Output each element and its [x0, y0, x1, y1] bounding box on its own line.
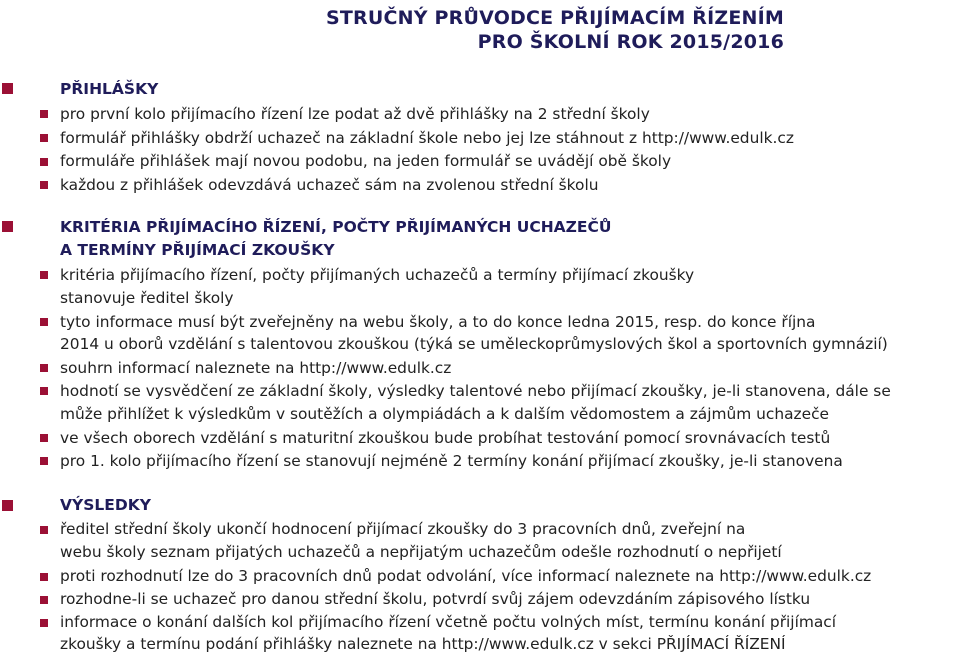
bullet-icon: [40, 526, 48, 534]
section-heading-prihlasky: PŘIHLÁŠKY: [60, 80, 159, 98]
bullet-icon: [40, 181, 48, 189]
section-heading-kriteria-line-1: KRITÉRIA PŘIJÍMACÍHO ŘÍZENÍ, POČTY PŘIJÍMANÝCH UCHAZEČŮ: [60, 218, 612, 236]
list-item-line: ředitel střední školy ukončí hodnocení přijímací zkoušky do 3 pracovních dnů, zveřejní na: [60, 520, 746, 538]
bullet-icon: [40, 271, 48, 279]
section-bullet-icon: [2, 83, 13, 94]
list-item-line: stanovuje ředitel školy: [60, 289, 234, 307]
list-item: formuláře přihlášek mají novou podobu, na jeden formulář se uvádějí obě školy: [60, 152, 672, 170]
list-item-line: informace o konání dalších kol přijímacího řízení včetně počtu volných míst, termínu konání přijímací: [60, 613, 837, 631]
list-item: formulář přihlášky obdrží uchazeč na základní škole nebo jej lze stáhnout z http://www.edulk.cz: [60, 129, 794, 147]
list-item: proti rozhodnutí lze do 3 pracovních dnů podat odvolání, více informací naleznete na http://www.edulk.cz: [60, 567, 872, 585]
list-item-line: kritéria přijímacího řízení, počty přijímaných uchazečů a termíny přijímací zkoušky: [60, 266, 695, 284]
list-item: rozhodne-li se uchazeč pro danou střední školu, potvrdí svůj zájem odevzdáním zápisového lístku: [60, 590, 811, 608]
list-item-line: tyto informace musí být zveřejněny na webu školy, a to do konce ledna 2015, resp. do konce října: [60, 313, 816, 331]
bullet-icon: [40, 596, 48, 604]
title-line-2: PRO ŠKOLNÍ ROK 2015/2016: [477, 31, 784, 53]
bullet-icon: [40, 573, 48, 581]
list-item: ve všech oborech vzdělání s maturitní zkouškou bude probíhat testování pomocí srovnávacích testů: [60, 429, 831, 447]
bullet-icon: [40, 387, 48, 395]
document-title: [326, 6, 784, 54]
bullet-icon: [40, 110, 48, 118]
list-item-line: může přihlížet k výsledkům v soutěžích a olympiádách a k dalším vědomostem a zájmům uchazeče: [60, 405, 830, 423]
list-item: pro první kolo přijímacího řízení lze podat až dvě přihlášky na 2 střední školy: [60, 105, 650, 123]
section-heading-kriteria-line-2: A TERMÍNY PŘIJÍMACÍ ZKOUŠKY: [60, 241, 335, 259]
list-item: každou z přihlášek odevzdává uchazeč sám na zvolenou střední školu: [60, 176, 599, 194]
list-item-line: zkoušky a termínu podání přihlášky naleznete na http://www.edulk.cz v sekci PŘIJÍMACÍ ŘÍZENÍ: [60, 635, 786, 653]
list-item-line: 2014 u oborů vzdělání s talentovou zkouškou (týká se uměleckoprůmyslových škol a sportovních gymnázií): [60, 335, 888, 353]
section-bullet-icon: [2, 500, 13, 511]
bullet-icon: [40, 457, 48, 465]
list-item: souhrn informací naleznete na http://www.edulk.cz: [60, 359, 452, 377]
bullet-icon: [40, 434, 48, 442]
bullet-icon: [40, 364, 48, 372]
list-item: pro 1. kolo přijímacího řízení se stanovují nejméně 2 termíny konání přijímací zkoušky, je-li stanovena: [60, 452, 843, 470]
bullet-icon: [40, 318, 48, 326]
section-heading-vysledky: VÝSLEDKY: [60, 496, 151, 514]
title-line-1: STRUČNÝ PRŮVODCE PŘIJÍMACÍM ŘÍZENÍM: [326, 7, 784, 29]
bullet-icon: [40, 619, 48, 627]
section-bullet-icon: [2, 221, 13, 232]
bullet-icon: [40, 158, 48, 166]
list-item-line: webu školy seznam přijatých uchazečů a nepřijatým uchazečům odešle rozhodnutí o nepřijetí: [60, 543, 782, 561]
list-item-line: hodnotí se vysvědčení ze základní školy, výsledky talentové nebo přijímací zkoušky, je-li stanovena, dále se: [60, 382, 891, 400]
bullet-icon: [40, 134, 48, 142]
